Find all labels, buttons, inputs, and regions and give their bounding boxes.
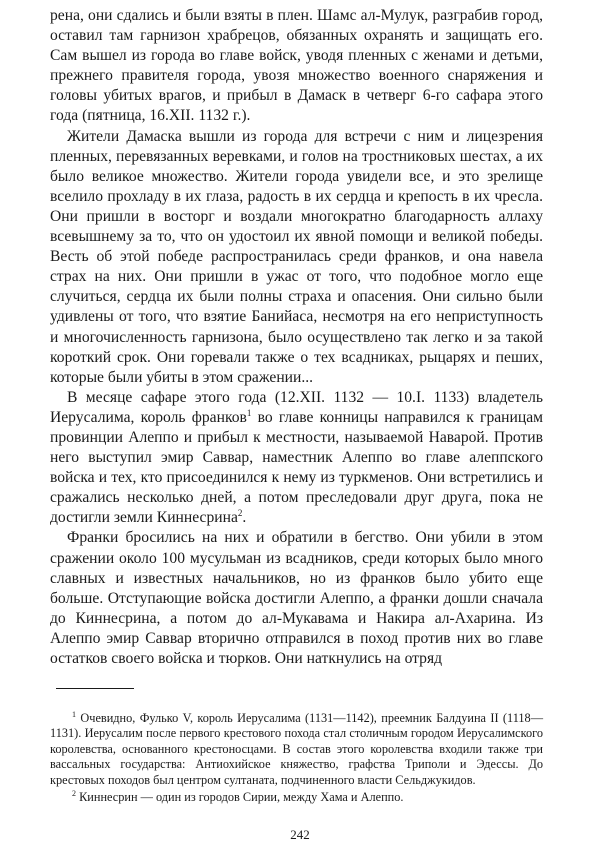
paragraph-3 xyxy=(50,388,543,529)
footnote-1-text: Очевидно, Фулько V, король Иерусалима (1131—1142), преемник Балдуина II (1118—1131). Иерусалим после первого крестового похода стал столичным городом Иерусалимского королевства, основанного крестоносцами. В состав этого королевства входили также три вассальных государства: Антиохийское княжество, графства Триполи и Эдессы. До крестовых походов был центром султаната, подчиненного власти Сельджукидов. xyxy=(50,711,543,787)
page-number: 242 xyxy=(290,827,310,842)
footnote-ref-1[interactable]: 1 xyxy=(246,407,252,418)
footnote-2 xyxy=(50,790,543,805)
footnote-divider xyxy=(56,688,134,689)
paragraph-1: рена, они сдались и были взяты в плен. Шамс ал-Мулук, разграбив город, оставил там гарнизон храбрецов, обязанных охранять и защищать его. Сам вышел из города во главе войск, уводя пленных с женами и детьми, прежнего правителя города, увозя множество военного снаряжения и головы убитых врагов, и прибыл в Дамаск в четверг 6-го сафара этого года (пятница, 16.XII. 1132 г.). xyxy=(50,7,543,125)
paragraph-3-part-2: во главе конницы направился к границам провинции Алеппо и прибыл к местности, называемой Наварой. Против него выступил эмир Саввар, наместник Алеппо во главе алеппского войска и тех, кто присоединился к нему из туркменов. Они встретились и сражались несколько дней, а потом преследовали друг друга, пока не достигли земли Киннесрина xyxy=(50,408,543,527)
footnote-1-mark: 1 xyxy=(72,709,76,719)
footnote-2-mark: 2 xyxy=(72,788,76,798)
paragraph-4: Франки бросились на них и обратили в бегство. Они убили в этом сражении около 100 мусульман из всадников, среди которых было много славных и известных начальников, но из франков было убито еще больше. Отступающие войска достигли Алеппо, а франки дошли сначала до Киннесрина, а потом до ал-Мукавама и Накира ал-Ахарина. Из Алеппо эмир Саввар вторично отправился в поход против них во главе остатков своего войска и тюрков. Они наткнулись на отряд xyxy=(50,529,543,667)
paragraph-3-part-3: . xyxy=(242,509,247,527)
paragraph-2: Жители Дамаска вышли из города для встречи с ним и лицезрения пленных, перевязанных веревками, и голов на тростниковых шестах, а их было великое множество. Жители города увидели все, и это зрелище вселило прохладу в их глаза, радость в их сердца и крепость в их чресла. Они пришли в восторг и воздали многократно благодарность аллаху всевышнему за то, что он удостоил их явной помощи и великой победы. Весть об этой победе распространилась среди франков, и она навела страх на них. Они пришли в ужас от того, что подобное могло еще случиться, сердца их были полны страха и опасения. Они сильно были удивлены от того, что взятие Банийаса, несмотря на его неприступность и многочисленность гарнизона, было осуществлено так легко и за такой короткий срок. Они горевали также о тех всадниках, рыцарях и пеших, которые были убиты в этом сражении... xyxy=(50,127,543,386)
paragraph-3-part-1: В месяце сафаре этого года (12.XII. 1132 — 10.I. 1133) владетель Иерусалима, король франков xyxy=(50,388,543,426)
main-text xyxy=(50,6,543,669)
footnote-1 xyxy=(50,711,543,788)
footnote-2-text: Киннесрин — один из городов Сирии, между Хама и Алеппо. xyxy=(79,790,404,805)
footnote-ref-2[interactable]: 2 xyxy=(237,508,243,519)
footnotes xyxy=(50,711,543,805)
